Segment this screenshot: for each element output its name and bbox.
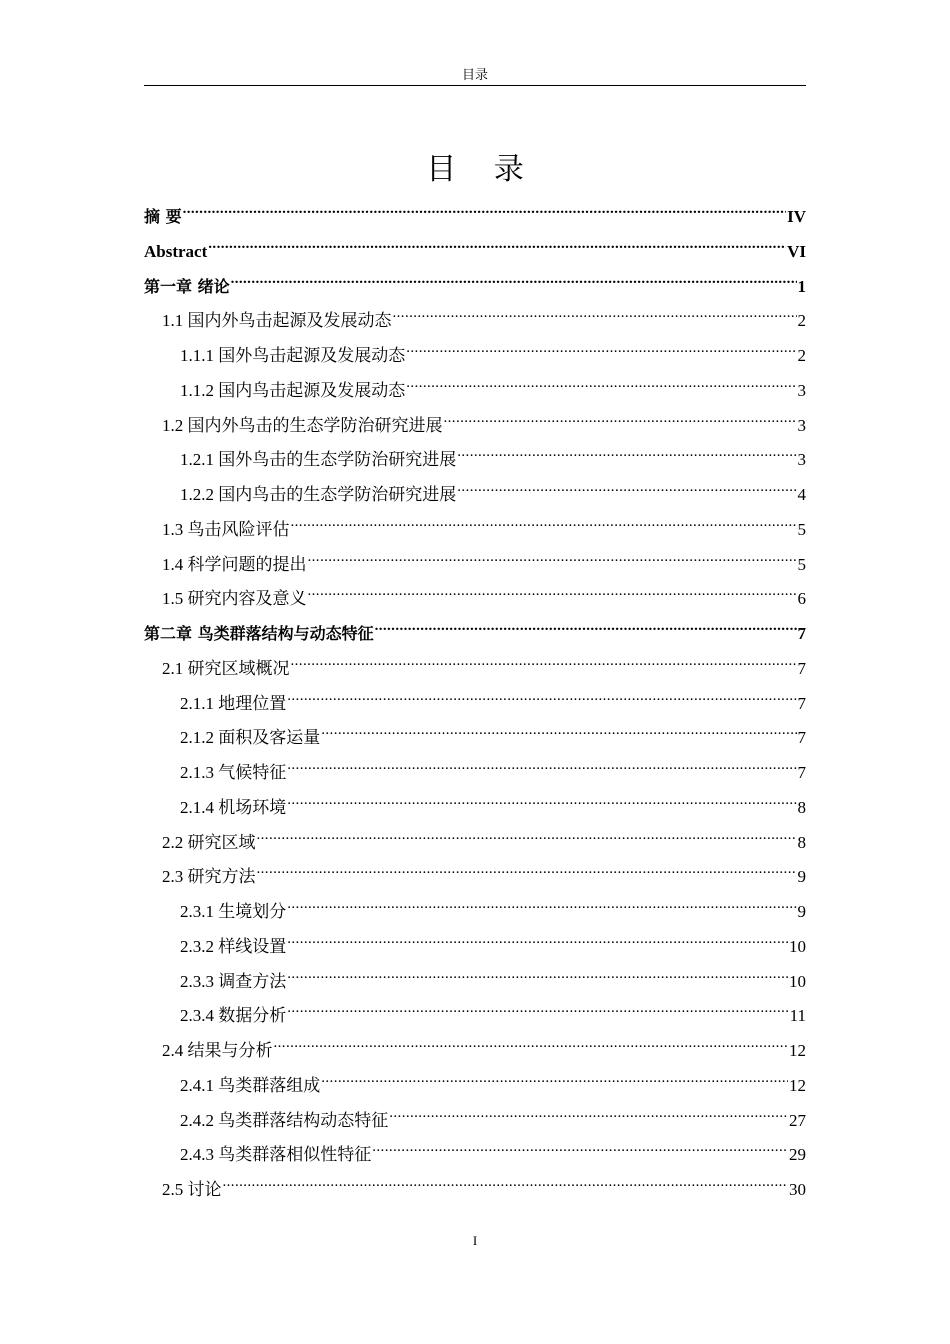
toc-entry[interactable] [144,852,806,887]
toc-entry-page: 7 [797,693,806,713]
toc-entry-page: 2 [797,346,806,365]
toc-entry-page: 7 [797,658,806,678]
dot-leader [389,1096,788,1126]
toc-entry[interactable] [144,1061,806,1095]
dot-leader [308,574,797,604]
dot-leader [321,1061,788,1091]
dot-leader [257,852,797,882]
toc-entry-label: 1.1 国内外鸟击起源及发展动态 [162,311,392,331]
toc-entry[interactable] [144,609,806,643]
dot-leader [372,1130,788,1160]
dot-leader [231,262,797,292]
dot-leader [274,1026,789,1056]
toc-entry-label: 2.4.3 鸟类群落相似性特征 [180,1145,372,1165]
dot-leader [287,922,788,952]
dot-leader [287,887,796,917]
dot-leader [406,331,796,361]
toc-entry-label: 2.1 研究区域概况 [162,658,290,678]
toc-entry-label: 1.1.1 国外鸟击起源及发展动态 [180,346,406,365]
toc-entry[interactable] [144,262,806,296]
dot-leader [375,609,797,639]
toc-entry-label: 2.1.3 气候特征 [180,763,287,782]
dot-leader [223,1165,789,1195]
toc-entry-page: 7 [797,728,806,748]
dot-leader [287,957,788,987]
dot-leader [287,679,796,709]
toc-entry[interactable] [144,991,806,1026]
toc-entry-page: 12 [789,1075,806,1095]
dot-leader [457,470,796,500]
toc-entry[interactable] [144,296,806,331]
toc-entry-label: 摘 要 [144,207,182,226]
toc-entry[interactable] [144,470,806,504]
toc-entry[interactable] [144,957,806,991]
toc-entry-page: 5 [797,519,806,539]
toc-entry-page: 8 [797,832,806,852]
toc-entry-label: 2.1.4 机场环境 [180,797,287,817]
dot-leader [291,644,797,674]
toc-title: 目 录 [426,152,538,187]
toc-entry-label: 2.1.1 地理位置 [180,693,287,713]
dot-leader [287,748,796,778]
toc-entry-label: 2.1.2 面积及客运量 [180,728,321,748]
dot-leader [308,540,797,570]
toc-entry-label: 2.3.4 数据分析 [180,1006,287,1026]
toc-entry[interactable] [144,540,806,574]
toc-entry-label: 2.4 结果与分析 [162,1041,273,1060]
toc-entry[interactable] [144,1130,806,1165]
toc-entry-page: VI [787,241,806,261]
toc-entry[interactable] [144,713,806,748]
toc-entry-label: 1.1.2 国内鸟击起源及发展动态 [180,380,406,400]
toc-entry[interactable] [144,783,806,817]
toc-entry[interactable] [144,331,806,365]
toc-entry-page: 9 [797,867,806,887]
toc-entry-label: 2.3 研究方法 [162,867,256,887]
toc-entry-page: 9 [797,902,806,921]
toc-entry-page: 10 [789,936,806,956]
dot-leader [287,991,788,1021]
toc-entry[interactable] [144,192,806,226]
toc-entry-page: 29 [789,1145,806,1165]
toc-entry-label: 1.4 科学问题的提出 [162,554,307,574]
toc-entry[interactable] [144,887,806,921]
toc-entry-label: 2.3.3 调查方法 [180,971,287,991]
toc-entry[interactable] [144,679,806,713]
dot-leader [257,818,797,848]
toc-entry-label: 2.4.2 鸟类群落结构动态特征 [180,1110,389,1130]
toc-entry-label: 2.5 讨论 [162,1180,222,1199]
toc-entry-page: 7 [797,624,806,643]
toc-entry[interactable] [144,435,806,470]
toc-entry-page: 10 [789,971,806,991]
toc-entry-page: 3 [797,380,806,400]
dot-leader [457,435,796,465]
dot-leader [321,713,796,743]
header-rule [144,85,806,86]
dot-leader [287,783,796,813]
toc-entry-label: Abstract [144,241,208,261]
toc-entry[interactable] [144,574,806,609]
toc-entry-label: 2.3.1 生境划分 [180,902,287,921]
toc-entry-label: 1.2 国内外鸟击的生态学防治研究进展 [162,415,443,435]
toc-entry[interactable] [144,505,806,539]
toc-entry[interactable] [144,227,806,261]
toc-entry-label: 第二章 鸟类群落结构与动态特征 [144,624,374,643]
dot-leader [291,505,797,535]
toc-entry-page: 12 [789,1041,806,1060]
dot-leader [183,192,787,222]
toc-entry-label: 1.5 研究内容及意义 [162,589,307,609]
toc-entry-label: 第一章 绪论 [144,276,230,296]
toc-entry-page: 8 [797,797,806,817]
toc-entry-page: 5 [797,554,806,574]
toc-entry[interactable] [144,366,806,400]
toc-entry-label: 2.2 研究区域 [162,832,256,852]
dot-leader [444,401,797,431]
toc-entry-page: 27 [789,1110,806,1130]
toc-entry[interactable] [144,1165,806,1199]
toc-entry-page: 4 [797,485,806,504]
toc-entry[interactable] [144,818,806,852]
toc-entry-page: 6 [797,589,806,609]
toc-entry[interactable] [144,1096,806,1130]
toc-entry-page: 30 [789,1180,806,1199]
toc-entry[interactable] [144,748,806,782]
toc-entry-page: 2 [797,311,806,331]
toc-entry[interactable] [144,922,806,956]
toc-entry-label: 1.3 鸟击风险评估 [162,519,290,539]
toc-entry-label: 2.4.1 鸟类群落组成 [180,1075,321,1095]
toc-entry-label: 1.2.2 国内鸟击的生态学防治研究进展 [180,485,457,504]
toc-entry-page: IV [787,207,806,226]
dot-leader [393,296,797,326]
dot-leader [406,366,796,396]
toc-entry-page: 7 [797,763,806,782]
toc-entry[interactable] [144,644,806,678]
running-header: 目录 [461,67,488,82]
toc-entry-label: 1.2.1 国外鸟击的生态学防治研究进展 [180,450,457,470]
toc-entry-label: 2.3.2 样线设置 [180,936,287,956]
toc-entry[interactable] [144,401,806,435]
toc-entry[interactable] [144,1026,806,1060]
toc-entry-page: 1 [797,276,806,296]
dot-leader [208,227,786,257]
toc-entry-page: 3 [797,450,806,470]
toc-entry-page: 3 [797,415,806,435]
toc-entry-page: 11 [789,1006,806,1026]
page-number: I [472,1233,478,1248]
